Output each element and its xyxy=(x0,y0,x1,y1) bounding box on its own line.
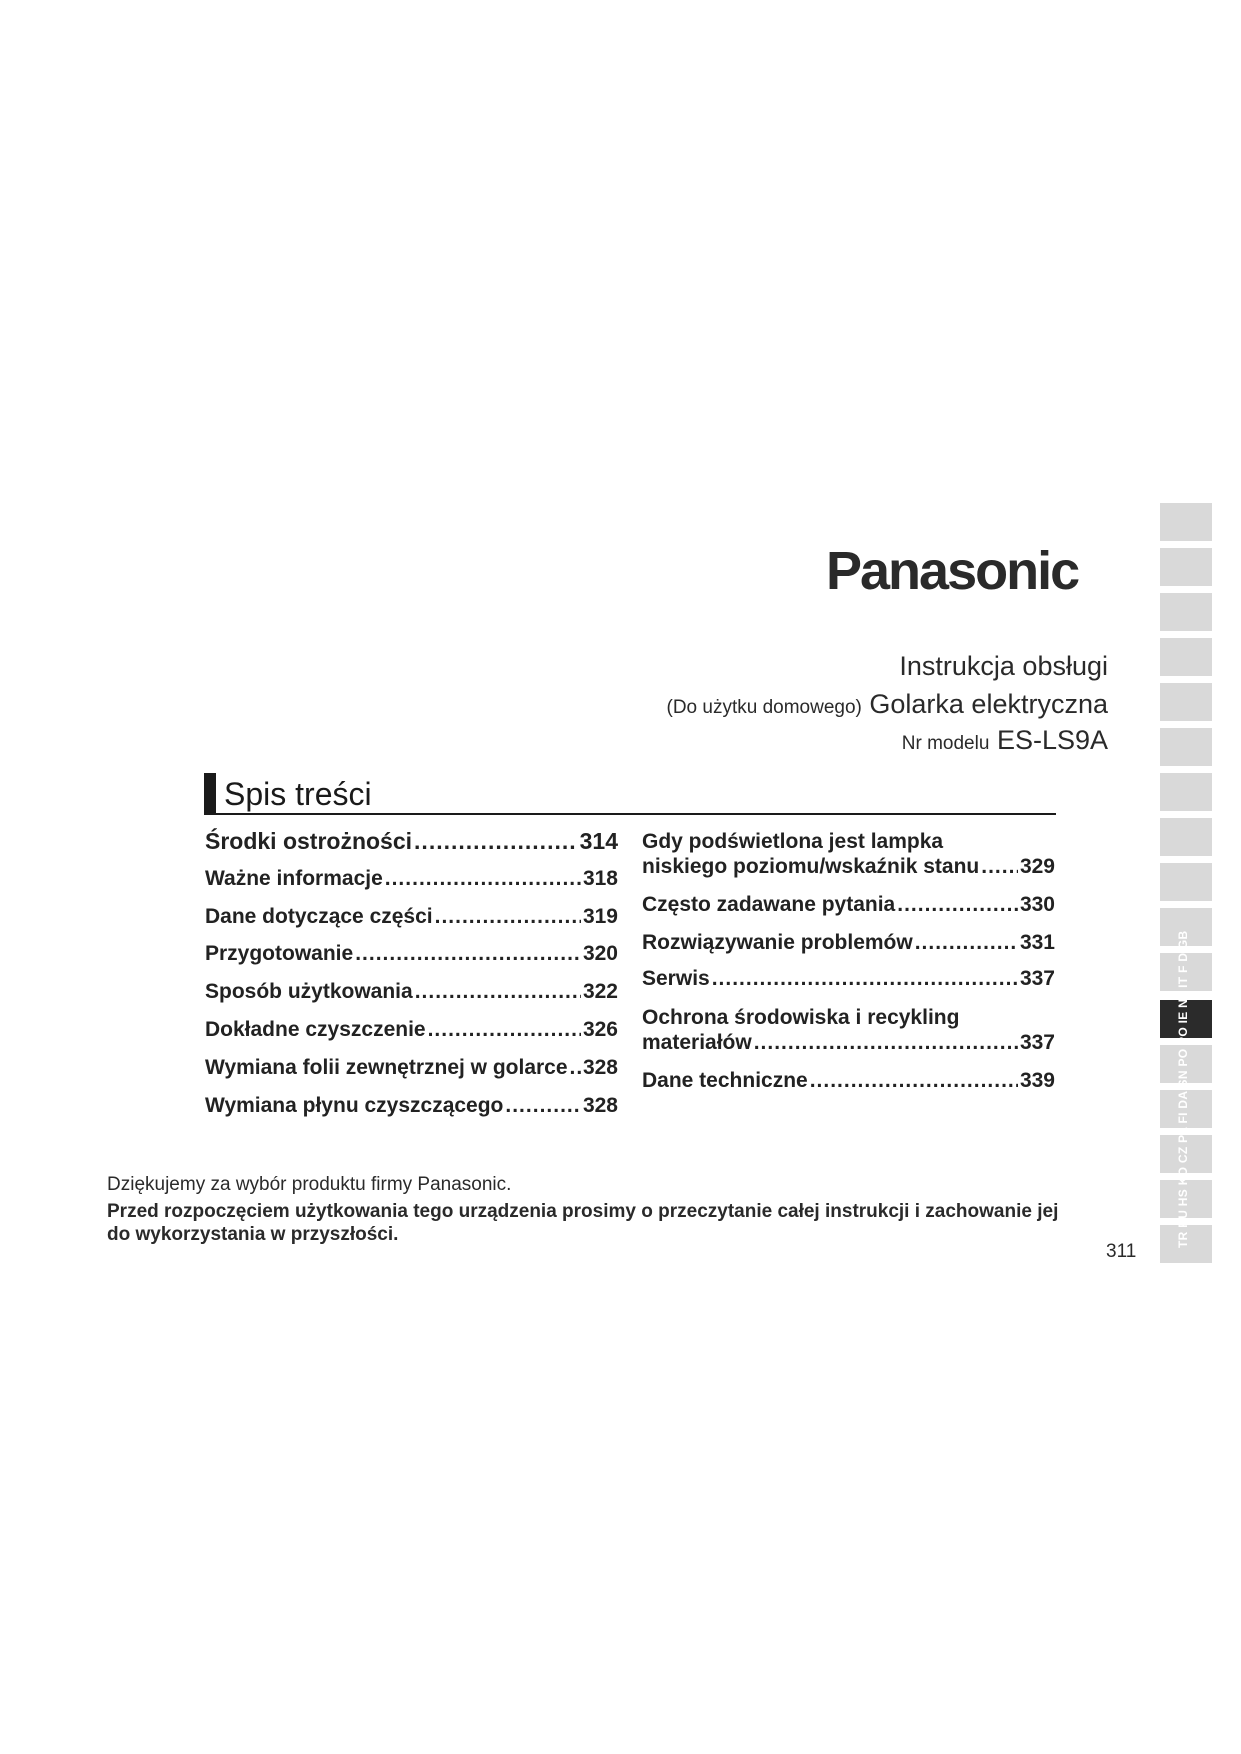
language-tab[interactable] xyxy=(1160,638,1212,676)
toc-leader xyxy=(897,893,1018,917)
toc-entry-label: Często zadawane pytania xyxy=(642,893,896,916)
language-tab[interactable] xyxy=(1160,728,1212,766)
toc-entry-label: materiałów xyxy=(642,1031,752,1054)
toc-entry-page: 322 xyxy=(582,980,618,1003)
toc-leader xyxy=(414,828,578,855)
toc-entry[interactable] xyxy=(205,828,618,855)
toc-leader xyxy=(754,1031,1018,1055)
toc-entry[interactable] xyxy=(642,855,1055,879)
toc-leader xyxy=(915,931,1018,955)
toc-entry[interactable] xyxy=(205,942,618,966)
toc-leader xyxy=(570,1056,581,1080)
document-title: Instrukcja obsługi xyxy=(899,651,1108,681)
toc-entry-page: 331 xyxy=(1019,931,1055,954)
toc-entry[interactable] xyxy=(642,967,1055,991)
toc-leader xyxy=(435,905,581,929)
toc-entry-page: 337 xyxy=(1019,967,1055,990)
thanks-line: Dziękujemy za wybór produktu firmy Panasonic. xyxy=(107,1174,512,1195)
model-line xyxy=(902,725,1108,756)
language-tab[interactable] xyxy=(1160,818,1212,856)
usage-note: (Do użytku domowego) xyxy=(666,697,862,718)
toc-entry-label: Dokładne czyszczenie xyxy=(205,1018,426,1041)
toc-entry-page: 337 xyxy=(1019,1031,1055,1054)
model-label: Nr modelu xyxy=(901,733,990,754)
toc-entry-label: Dane techniczne xyxy=(642,1069,808,1092)
toc-entry-page: 320 xyxy=(582,942,618,965)
toc-entry[interactable] xyxy=(205,867,618,891)
language-tab[interactable] xyxy=(1160,773,1212,811)
toc-entry-label: Środki ostrożności xyxy=(205,828,413,854)
toc-entry-page: 328 xyxy=(582,1056,618,1079)
toc-leader xyxy=(810,1069,1018,1093)
instruction-note: Przed rozpoczęciem użytkowania tego urządzenia prosimy o przeczytanie całej instrukcji i zachowanie jej do wykorzystania w przyszłości. xyxy=(107,1201,1059,1245)
toc-entry-page: 314 xyxy=(579,828,618,854)
language-tab[interactable] xyxy=(1160,503,1212,541)
page-number: 311 xyxy=(1106,1241,1137,1262)
toc-entry-page: 319 xyxy=(582,905,618,928)
toc-entry[interactable] xyxy=(205,905,618,929)
language-tab[interactable] xyxy=(1160,863,1212,901)
toc-leader xyxy=(355,942,581,966)
toc-leader xyxy=(428,1018,581,1042)
toc-entry[interactable] xyxy=(205,1018,618,1042)
product-line xyxy=(667,689,1109,720)
toc-entry[interactable] xyxy=(205,1094,618,1118)
toc-entry[interactable] xyxy=(642,1031,1055,1055)
toc-divider xyxy=(204,813,1056,815)
toc-entry[interactable] xyxy=(642,931,1055,955)
toc-entry-label: Wymiana płynu czyszczącego xyxy=(205,1094,504,1117)
model-number: ES-LS9A xyxy=(996,725,1108,755)
toc-leader xyxy=(981,855,1018,879)
toc-leader xyxy=(415,980,581,1004)
toc-entry[interactable] xyxy=(642,893,1055,917)
language-tab[interactable] xyxy=(1160,683,1212,721)
toc-entry-page: 330 xyxy=(1019,893,1055,916)
toc-entry-label: Rozwiązywanie problemów xyxy=(642,931,913,954)
toc-heading: Spis treści xyxy=(224,776,372,812)
language-tab[interactable] xyxy=(1160,548,1212,586)
toc-entry-label: Przygotowanie xyxy=(205,942,354,965)
toc-entry-page: 326 xyxy=(582,1018,618,1041)
toc-entry-label-line1[interactable]: Gdy podświetlona jest lampka xyxy=(642,830,944,853)
toc-entry-label: Sposób użytkowania xyxy=(205,980,413,1003)
toc-entry-label-line1[interactable]: Ochrona środowiska i recykling xyxy=(642,1006,960,1029)
toc-heading-bar xyxy=(204,773,216,813)
toc-entry-label: Wymiana folii zewnętrznej w golarce xyxy=(205,1056,568,1079)
toc-entry-label: Ważne informacje xyxy=(205,867,383,890)
toc-leader xyxy=(385,867,581,891)
toc-entry-page: 328 xyxy=(582,1094,618,1117)
toc-entry-page: 318 xyxy=(582,867,618,890)
toc-entry[interactable] xyxy=(205,980,618,1004)
panasonic-logo: Panasonic xyxy=(826,541,1079,601)
toc-entry[interactable] xyxy=(205,1056,618,1080)
language-tab[interactable] xyxy=(1160,593,1212,631)
toc-leader xyxy=(505,1094,581,1118)
toc-leader xyxy=(712,967,1018,991)
toc-entry-label: niskiego poziomu/wskaźnik stanu xyxy=(642,855,980,878)
language-codes-text: TR RU HS KO CZ PL FI DA SN PO PO IE NL IT F D GB xyxy=(1176,930,1190,1248)
intro-text xyxy=(107,1174,1067,1246)
toc-entry-page: 339 xyxy=(1019,1069,1055,1092)
language-codes xyxy=(1160,930,1212,1262)
toc-entry[interactable] xyxy=(642,1069,1055,1093)
toc-entry-label: Serwis xyxy=(642,967,710,990)
toc-entry-label: Dane dotyczące części xyxy=(205,905,433,928)
product-name: Golarka elektryczna xyxy=(869,689,1108,719)
toc-entry-page: 329 xyxy=(1019,855,1055,878)
